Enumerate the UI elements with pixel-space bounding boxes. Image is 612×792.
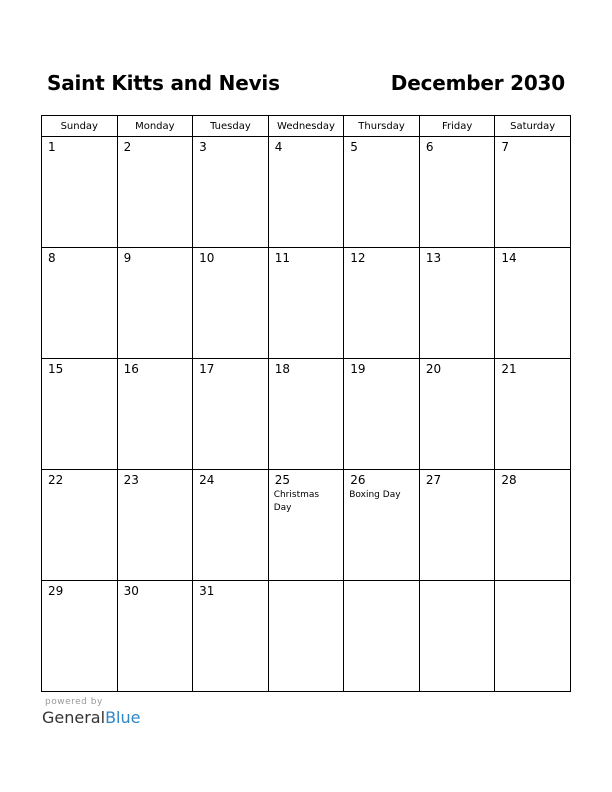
weekday-header: Tuesday [193, 116, 269, 137]
day-cell [117, 470, 193, 581]
day-number: 1 [48, 140, 56, 154]
day-cell [117, 248, 193, 359]
footer-branding [42, 697, 140, 727]
weekday-header: Wednesday [268, 116, 344, 137]
day-cell [268, 581, 344, 692]
holiday-label: Boxing Day [349, 490, 401, 500]
weekday-header-row [42, 116, 571, 137]
day-cell [42, 470, 118, 581]
day-number: 16 [123, 362, 139, 376]
day-cell [268, 248, 344, 359]
day-cell [268, 359, 344, 470]
day-cell [42, 137, 118, 248]
day-number: 11 [274, 251, 290, 265]
day-cell [495, 581, 571, 692]
week-row [42, 581, 571, 692]
day-cell [419, 137, 495, 248]
day-cell [495, 359, 571, 470]
day-cell [419, 248, 495, 359]
day-cell [117, 137, 193, 248]
day-cell [193, 581, 269, 692]
day-number: 12 [350, 251, 366, 265]
day-cell [193, 359, 269, 470]
day-number: 5 [350, 140, 358, 154]
day-number: 21 [501, 362, 517, 376]
weekday-header: Monday [117, 116, 193, 137]
day-number: 26 [350, 473, 366, 487]
day-cell [42, 581, 118, 692]
day-cell [344, 137, 420, 248]
day-number [269, 581, 344, 584]
day-number: 25 [274, 473, 290, 487]
week-row [42, 248, 571, 359]
day-number: 7 [501, 140, 510, 154]
day-cell [268, 137, 344, 248]
day-number: 13 [425, 251, 442, 265]
day-number: 2 [123, 140, 132, 154]
day-cell [193, 470, 269, 581]
day-number: 15 [48, 362, 64, 376]
week-row [42, 137, 571, 248]
day-number: 19 [350, 362, 366, 376]
brand-general: General [42, 708, 106, 727]
day-number: 23 [123, 473, 139, 487]
holiday-label: Christmas Day [273, 490, 320, 513]
calendar-grid [41, 115, 571, 692]
day-number [344, 581, 419, 584]
day-cell [495, 137, 571, 248]
generalblue-logo [42, 708, 140, 727]
day-cell [344, 581, 420, 692]
weekday-header: Saturday [495, 116, 571, 137]
day-cell [344, 359, 420, 470]
day-number: 28 [501, 473, 517, 487]
day-number: 10 [199, 251, 215, 265]
day-cell [193, 137, 269, 248]
day-cell [495, 248, 571, 359]
day-cell [42, 359, 118, 470]
day-cell [419, 470, 495, 581]
day-number: 27 [425, 473, 442, 487]
day-number [495, 581, 570, 584]
weekday-header: Sunday [42, 116, 118, 137]
day-number: 6 [425, 140, 434, 154]
day-number: 4 [274, 140, 283, 154]
day-cell [193, 248, 269, 359]
day-number: 14 [501, 251, 517, 265]
day-cell [344, 470, 420, 581]
day-cell [117, 581, 193, 692]
day-number: 31 [199, 584, 215, 598]
day-number: 8 [48, 251, 56, 265]
day-number: 3 [199, 140, 207, 154]
day-cell [495, 470, 571, 581]
calendar-country-title: Saint Kitts and Nevis [47, 71, 280, 95]
brand-blue: Blue [105, 708, 141, 727]
powered-by-label: powered by [45, 697, 103, 707]
day-number: 17 [199, 362, 215, 376]
weekday-header: Friday [419, 116, 495, 137]
day-number: 24 [199, 473, 215, 487]
day-number: 9 [123, 251, 132, 265]
day-cell [344, 248, 420, 359]
day-number: 18 [274, 362, 290, 376]
day-number: 30 [123, 584, 139, 598]
day-cell [117, 359, 193, 470]
weekday-header: Thursday [344, 116, 420, 137]
calendar-month-title: December 2030 [390, 71, 565, 95]
week-row [42, 470, 571, 581]
day-cell [268, 470, 344, 581]
day-number: 29 [48, 584, 64, 598]
day-cell [42, 248, 118, 359]
day-number: 22 [48, 473, 64, 487]
day-number: 20 [425, 362, 442, 376]
day-cell [419, 581, 495, 692]
week-row [42, 359, 571, 470]
day-cell [419, 359, 495, 470]
day-number [420, 581, 495, 584]
